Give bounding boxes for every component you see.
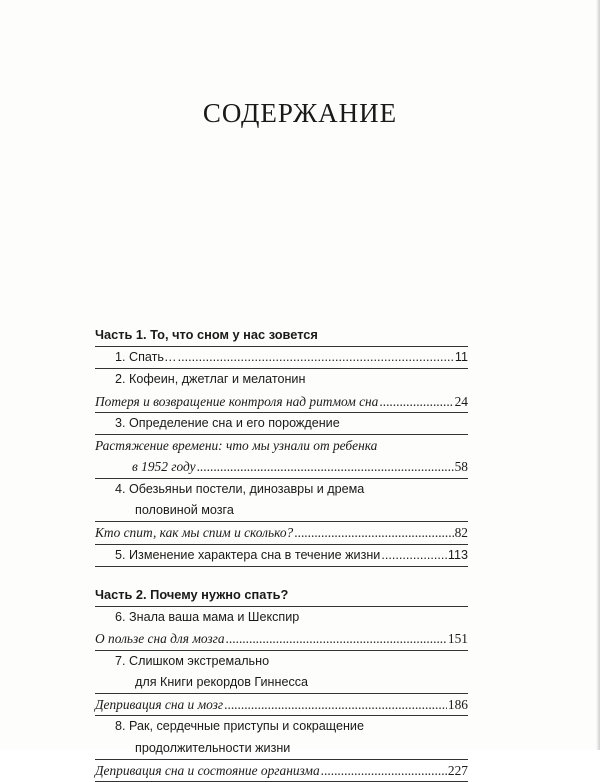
leader-dots	[321, 760, 447, 781]
leader-dots	[224, 694, 447, 715]
toc-entry-chapter-3-subtitle: Растяжение времени: что мы узнали от ребенка	[95, 438, 378, 454]
leader-dots	[379, 391, 453, 412]
toc-entry-chapter-4-subtitle: Кто спит, как мы спим и сколько? ..... 82	[95, 522, 468, 544]
toc-entry-chapter-6-subtitle: О пользе сна для мозга ..... 151	[95, 628, 468, 650]
page-number: 11	[454, 350, 468, 364]
toc-entry-chapter-1: 1. Спать… ..... 11	[95, 347, 468, 369]
toc-entry-chapter-6: 6. Знала ваша мама и Шекспир	[115, 609, 300, 624]
toc-entry-chapter-8: 8. Рак, сердечные приступы и сокращение	[115, 719, 364, 734]
toc-entry-chapter-2-subtitle: Потеря и возвращение контроля над ритмом сна ..... 24	[95, 391, 468, 413]
toc-entry-chapter-3-subtitle-cont: в 1952 году ..... 58	[95, 456, 468, 478]
leader-dots	[197, 456, 454, 477]
toc-entry-chapter-7: 7. Слишком экстремально	[115, 653, 270, 668]
toc-entry-chapter-4: 4. Обезьяньи постели, динозавры и дрема	[115, 481, 365, 496]
table-of-contents	[95, 327, 468, 782]
leader-dots	[226, 628, 447, 649]
toc-entry-chapter-4-cont: половиной мозга	[95, 500, 468, 522]
toc-entry-chapter-8-subtitle: Депривация сна и состояние организма ..... 227	[95, 760, 468, 782]
part-1-heading: Часть 1. То, что сном у нас зовется	[95, 327, 468, 347]
toc-entry-chapter-7-subtitle: Депривация сна и мозг ..... 186	[95, 694, 468, 716]
page-number: 151	[447, 631, 468, 647]
part-2-heading: Часть 2. Почему нужно спать?	[95, 587, 468, 607]
page-number: 113	[447, 547, 468, 562]
leader-dots	[178, 347, 454, 368]
toc-entry-chapter-3: 3. Определение сна и его порождение	[95, 413, 468, 435]
toc-entry-chapter-7-cont: для Книги рекордов Гиннесса	[95, 672, 468, 694]
toc-entry-chapter-2: 2. Кофеин, джетлаг и мелатонин	[115, 372, 306, 387]
toc-entry-chapter-5: 5. Изменение характера сна в течение жизни ..... 113	[95, 545, 468, 567]
part-spacer	[95, 567, 468, 587]
page-title: СОДЕРЖАНИЕ	[202, 98, 398, 128]
leader-dots	[381, 545, 447, 566]
page-number: 82	[454, 525, 468, 541]
toc-entry-chapter-8-cont: продолжительности жизни	[95, 738, 468, 760]
page-number: 24	[454, 393, 468, 409]
page-number: 186	[447, 697, 468, 713]
leader-dots	[294, 522, 453, 543]
page-number: 58	[454, 459, 468, 475]
page-number: 227	[447, 763, 468, 779]
